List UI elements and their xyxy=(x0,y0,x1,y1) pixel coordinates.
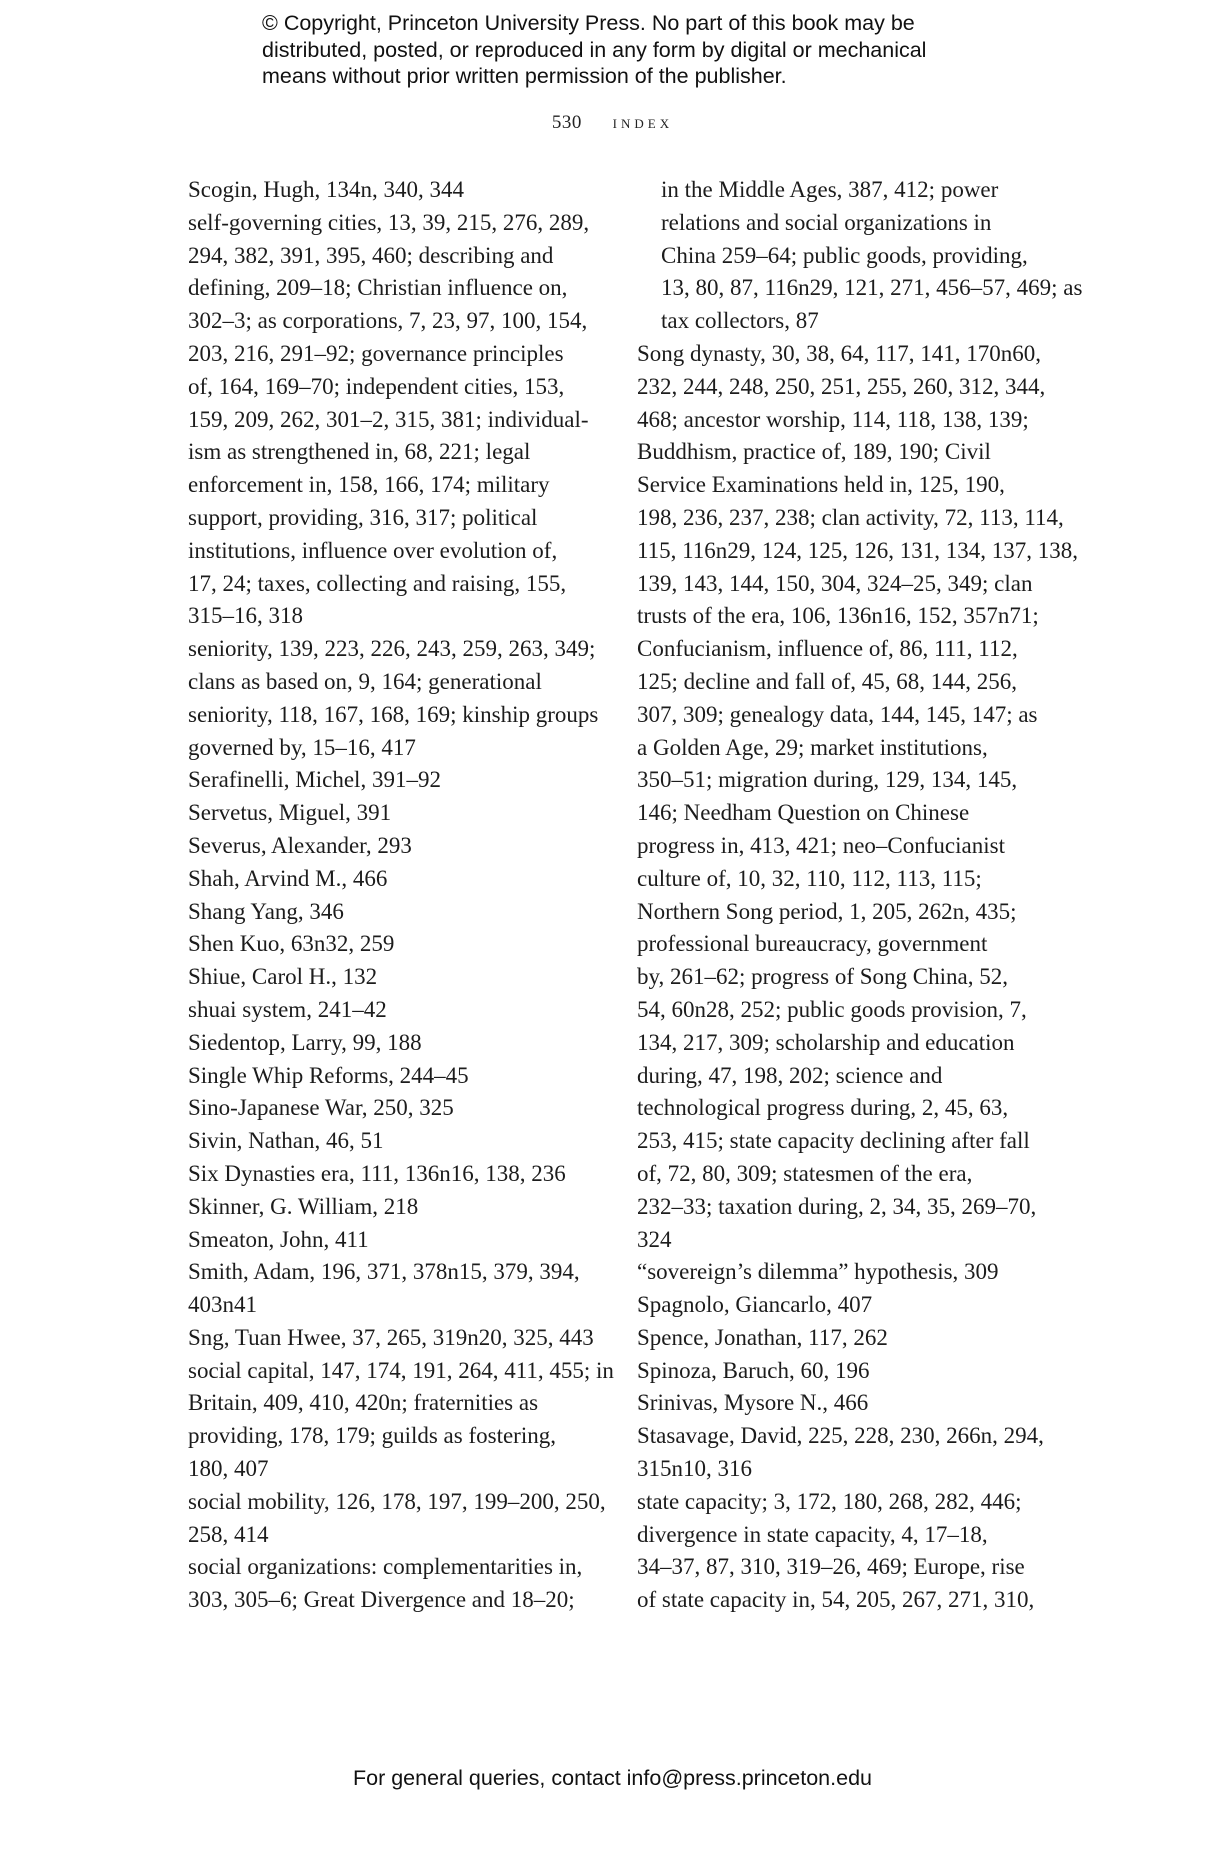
index-entry-line: institutions, influence over evolution of, xyxy=(188,537,558,563)
index-entry-line: Six Dynasties era, 111, 136n16, 138, 236 xyxy=(188,1160,566,1186)
index-entry xyxy=(188,961,608,994)
index-entry xyxy=(188,863,608,896)
index-entry-line: progress in, 413, 421; neo–Confucianist xyxy=(637,832,1005,858)
index-entry xyxy=(188,797,608,830)
index-entry xyxy=(188,1322,608,1355)
index-entry-line: Song dynasty, 30, 38, 64, 117, 141, 170n60, xyxy=(637,340,1041,366)
index-entry-line: Spence, Jonathan, 117, 262 xyxy=(637,1324,888,1350)
copyright-notice xyxy=(262,10,982,90)
index-entry-line: 315n10, 316 xyxy=(637,1456,752,1482)
index-entry-line: of, 72, 80, 309; statesmen of the era, xyxy=(637,1160,973,1186)
index-entry xyxy=(188,896,608,929)
index-entry-line: Shen Kuo, 63n32, 259 xyxy=(188,931,395,957)
index-column-left xyxy=(188,174,614,1617)
index-entry-line: 294, 382, 391, 395, 460; describing and xyxy=(188,242,554,268)
index-entry-line: Northern Song period, 1, 205, 262n, 435; xyxy=(637,898,1017,924)
index-entry-line: 54, 60n28, 252; public goods provision, 7, xyxy=(637,996,1027,1022)
index-entry xyxy=(188,1224,608,1257)
copyright-line: distributed, posted, or reproduced in any form by digital or mechanical xyxy=(262,37,927,62)
index-entry-line: divergence in state capacity, 4, 17–18, xyxy=(637,1521,988,1547)
running-head xyxy=(0,112,1225,134)
index-entry xyxy=(188,1355,614,1486)
index-entry-line: 139, 143, 144, 150, 304, 324–25, 349; clan xyxy=(637,570,1033,596)
index-entry-line: Servetus, Miguel, 391 xyxy=(188,800,392,826)
index-entry-line: 146; Needham Question on Chinese xyxy=(637,800,970,826)
index-entry xyxy=(188,174,608,207)
index-entry xyxy=(188,1158,608,1191)
index-entry xyxy=(637,1256,1057,1289)
footer-contact: For general queries, contact info@press.princeton.edu xyxy=(352,1766,872,1790)
index-entry xyxy=(188,633,608,764)
index-entry-line: clans as based on, 9, 164; generational xyxy=(188,668,542,694)
index-entry-line: 13, 80, 87, 116n29, 121, 271, 456–57, 469; as xyxy=(661,275,1083,301)
index-entry xyxy=(188,1486,608,1552)
index-entry-line: 159, 209, 262, 301–2, 315, 381; individual- xyxy=(188,406,589,432)
section-title: index xyxy=(612,112,674,133)
index-entry xyxy=(637,1486,1057,1617)
copyright-line: means without prior written permission of the publisher. xyxy=(262,64,787,88)
index-entry-line: in the Middle Ages, 387, 412; power xyxy=(661,177,999,202)
index-entry-line: professional bureaucracy, government xyxy=(637,931,988,957)
index-entry-line: technological progress during, 2, 45, 63, xyxy=(637,1095,1009,1121)
index-entry-line: Confucianism, influence of, 86, 111, 112, xyxy=(637,636,1018,662)
index-entry-line: Severus, Alexander, 293 xyxy=(188,832,412,858)
index-entry-line: seniority, 118, 167, 168, 169; kinship groups xyxy=(188,701,599,727)
index-entry-line: Shang Yang, 346 xyxy=(188,898,344,924)
index-entry-line: social mobility, 126, 178, 197, 199–200, 250, xyxy=(188,1488,606,1514)
index-entry-line: tax collectors, 87 xyxy=(661,308,819,334)
index-entry-line: Single Whip Reforms, 244–45 xyxy=(188,1062,469,1088)
index-entry-line: 302–3; as corporations, 7, 23, 97, 100, 154, xyxy=(188,308,588,334)
index-entry-line: Scogin, Hugh, 134n, 340, 344 xyxy=(188,177,464,202)
index-entry-line: a Golden Age, 29; market institutions, xyxy=(637,734,988,760)
index-entry-line: 253, 415; state capacity declining after fall xyxy=(637,1128,1030,1154)
index-entry-line: 258, 414 xyxy=(188,1521,269,1547)
index-entry-line: Shah, Arvind M., 466 xyxy=(188,865,388,891)
index-entry-line: 468; ancestor worship, 114, 118, 138, 139; xyxy=(637,406,1029,432)
index-entry xyxy=(188,207,608,633)
index-entry-line: 303, 305–6; Great Divergence and 18–20; xyxy=(188,1587,575,1613)
index-entry xyxy=(188,1256,608,1322)
index-entry-line: Skinner, G. William, 218 xyxy=(188,1193,419,1219)
index-entry-line: relations and social organizations in xyxy=(661,209,992,235)
index-entry-line: Sino-Japanese War, 250, 325 xyxy=(188,1095,454,1121)
index-entry-line: 180, 407 xyxy=(188,1456,269,1482)
index-entry-line: shuai system, 241–42 xyxy=(188,996,387,1022)
copyright-line: © Copyright, Princeton University Press. No part of this book may be xyxy=(262,11,915,35)
index-entry-line: 232–33; taxation during, 2, 34, 35, 269–70, xyxy=(637,1193,1037,1219)
index-entry-line: ism as strengthened in, 68, 221; legal xyxy=(188,439,531,465)
index-entry-line: of state capacity in, 54, 205, 267, 271, 310, xyxy=(637,1587,1035,1613)
index-entry-line: social capital, 147, 174, 191, 264, 411, 455; in xyxy=(188,1357,614,1383)
index-entry-line: state capacity; 3, 172, 180, 268, 282, 446; xyxy=(637,1488,1022,1514)
index-entry xyxy=(188,1092,608,1125)
index-entry-line: “sovereign’s dilemma” hypothesis, 309 xyxy=(637,1259,999,1285)
index-entry-line: Sivin, Nathan, 46, 51 xyxy=(188,1128,384,1154)
index-entry-line: 315–16, 318 xyxy=(188,603,303,629)
index-entry-line: 125; decline and fall of, 45, 68, 144, 256, xyxy=(637,668,1018,694)
index-entry-line: self-governing cities, 13, 39, 215, 276, 289, xyxy=(188,209,590,235)
index-entry xyxy=(637,1289,1057,1322)
index-entry-line: 203, 216, 291–92; governance principles xyxy=(188,340,564,366)
index-entry-line: 134, 217, 309; scholarship and education xyxy=(637,1029,1015,1055)
index-entry-line: Buddhism, practice of, 189, 190; Civil xyxy=(637,439,991,465)
index-entry-line: during, 47, 198, 202; science and xyxy=(637,1062,943,1088)
index-entry xyxy=(188,1191,608,1224)
index-entry-line: culture of, 10, 32, 110, 112, 113, 115; xyxy=(637,865,982,891)
index-entry-continued xyxy=(637,174,1083,338)
index-entry-line: Sng, Tuan Hwee, 37, 265, 319n20, 325, 443 xyxy=(188,1324,594,1350)
index-entry-line: Smith, Adam, 196, 371, 378n15, 379, 394, xyxy=(188,1259,580,1285)
index-entry-line: Britain, 409, 410, 420n; fraternities as xyxy=(188,1390,539,1416)
index-entry-line: Spinoza, Baruch, 60, 196 xyxy=(637,1357,870,1383)
index-entry-line: Smeaton, John, 411 xyxy=(188,1226,369,1252)
index-entry-line: of, 164, 169–70; independent cities, 153, xyxy=(188,373,565,399)
index-entry-line: Serafinelli, Michel, 391–92 xyxy=(188,767,441,793)
index-entry-line: governed by, 15–16, 417 xyxy=(188,734,416,760)
index-entry-line: seniority, 139, 223, 226, 243, 259, 263, 349; xyxy=(188,636,596,662)
index-entry-line: 232, 244, 248, 250, 251, 255, 260, 312, 344, xyxy=(637,373,1046,399)
index-entry xyxy=(188,1027,608,1060)
index-entry-line: Spagnolo, Giancarlo, 407 xyxy=(637,1292,873,1318)
index-entry xyxy=(637,1387,1057,1420)
index-entry xyxy=(188,830,608,863)
index-entry xyxy=(188,1551,608,1617)
index-entry-line: providing, 178, 179; guilds as fostering, xyxy=(188,1423,556,1449)
index-column-right xyxy=(637,174,1083,1617)
index-entry-line: 17, 24; taxes, collecting and raising, 155, xyxy=(188,570,567,596)
index-entry-line: Srinivas, Mysore N., 466 xyxy=(637,1390,869,1416)
index-entry-line: 324 xyxy=(637,1226,672,1252)
index-entry xyxy=(188,1060,608,1093)
index-entry-line: defining, 209–18; Christian influence on, xyxy=(188,275,568,301)
index-entry-line: support, providing, 316, 317; political xyxy=(188,504,538,530)
index-entry xyxy=(637,338,1079,1256)
index-entry-line: 403n41 xyxy=(188,1292,257,1318)
index-entry-line: trusts of the era, 106, 136n16, 152, 357n71; xyxy=(637,603,1039,629)
index-entry-line: 198, 236, 237, 238; clan activity, 72, 113, 114, xyxy=(637,504,1064,530)
index-entry-line: social organizations: complementarities in, xyxy=(188,1554,583,1580)
index-entry-line: enforcement in, 158, 166, 174; military xyxy=(188,472,550,498)
index-entry xyxy=(637,1355,1057,1388)
index-entry xyxy=(188,994,608,1027)
index-entry-line: Siedentop, Larry, 99, 188 xyxy=(188,1029,422,1055)
index-entry xyxy=(188,1125,608,1158)
index-entry xyxy=(188,764,608,797)
index-entry-line: by, 261–62; progress of Song China, 52, xyxy=(637,964,1008,990)
index-entry-line: Shiue, Carol H., 132 xyxy=(188,964,378,990)
index-entry-line: 307, 309; genealogy data, 144, 145, 147; as xyxy=(637,701,1038,727)
index-entry-line: 34–37, 87, 310, 319–26, 469; Europe, rise xyxy=(637,1554,1025,1580)
index-entry xyxy=(188,928,608,961)
index-entry xyxy=(637,1420,1057,1486)
index-entry xyxy=(637,1322,1057,1355)
page-number: 530 xyxy=(551,112,582,133)
index-entry-line: Stasavage, David, 225, 228, 230, 266n, 294, xyxy=(637,1423,1044,1449)
index-entry-line: China 259–64; public goods, providing, xyxy=(661,242,1028,268)
index-entry-line: 350–51; migration during, 129, 134, 145, xyxy=(637,767,1018,793)
index-entry-line: 115, 116n29, 124, 125, 126, 131, 134, 137, 138, xyxy=(637,537,1079,563)
index-entry-line: Service Examinations held in, 125, 190, xyxy=(637,472,1005,498)
